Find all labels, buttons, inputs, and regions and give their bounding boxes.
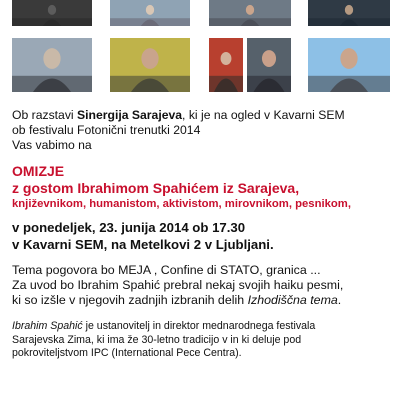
photo-strip — [0, 0, 400, 100]
bio-line-2: Sarajevska Zima, ki ima že 30-letno tradicijo v in ki deluje pod — [12, 333, 302, 346]
invitation-text — [12, 108, 396, 361]
photo-face — [340, 48, 357, 69]
exhibition-photo — [308, 0, 390, 26]
intro-line-2: ob festivalu Fotonični trenutki 2014 — [12, 123, 201, 137]
exhibition-photo — [12, 0, 92, 26]
photo-face — [43, 48, 60, 69]
exhibition-photo — [12, 38, 92, 92]
event-place: v Kavarni SEM, na Metelkovi 2 v Ljubljani. — [12, 237, 274, 252]
exhibition-name: Sinergija Sarajeva — [77, 108, 183, 122]
exhibition-photo — [209, 38, 243, 92]
intro-line-3: Vas vabimo na — [12, 138, 92, 152]
photo-face — [221, 52, 232, 65]
photo-face — [48, 5, 56, 15]
event-roles: književnikom, humanistom, aktivistom, mirovnikom, pesnikom, — [12, 198, 351, 210]
event-title: OMIZJE — [12, 163, 65, 179]
bio-line-1: Ibrahim Spahić je ustanovitelj in direktor mednarodnega festivala — [12, 320, 316, 332]
book-title: Izhodiščna tema — [247, 293, 338, 307]
topic-line-1: Tema pogovora bo MEJA , Confine di STATO, granica ... — [12, 263, 321, 277]
photo-face — [146, 5, 154, 15]
photo-face — [141, 48, 158, 69]
exhibition-photo — [209, 0, 291, 26]
photo-face — [345, 5, 353, 15]
exhibition-photo — [110, 38, 190, 92]
exhibition-photo — [110, 0, 190, 26]
topic-line-3: ki so izšle v njegovih zadnjih izbranih delih Izhodiščna tema. — [12, 293, 342, 307]
topic-line-2: Za uvod bo Ibrahim Spahić prebral nekaj svojih haiku pesmi, — [12, 278, 344, 292]
photo-face — [246, 5, 254, 15]
bio-name: Ibrahim Spahić — [12, 320, 83, 332]
photo-face — [262, 50, 276, 67]
bio-line-3: pokroviteljstvom IPC (International Pece Centra). — [12, 347, 242, 359]
event-guest: z gostom Ibrahimom Spahićem iz Sarajeva, — [12, 180, 300, 196]
exhibition-photo — [308, 38, 390, 92]
exhibition-photo — [247, 38, 291, 92]
event-date: v ponedeljek, 23. junija 2014 ob 17.30 — [12, 220, 246, 235]
intro-line-1: Ob razstavi Sinergija Sarajeva, ki je na ogled v Kavarni SEM — [12, 108, 345, 122]
